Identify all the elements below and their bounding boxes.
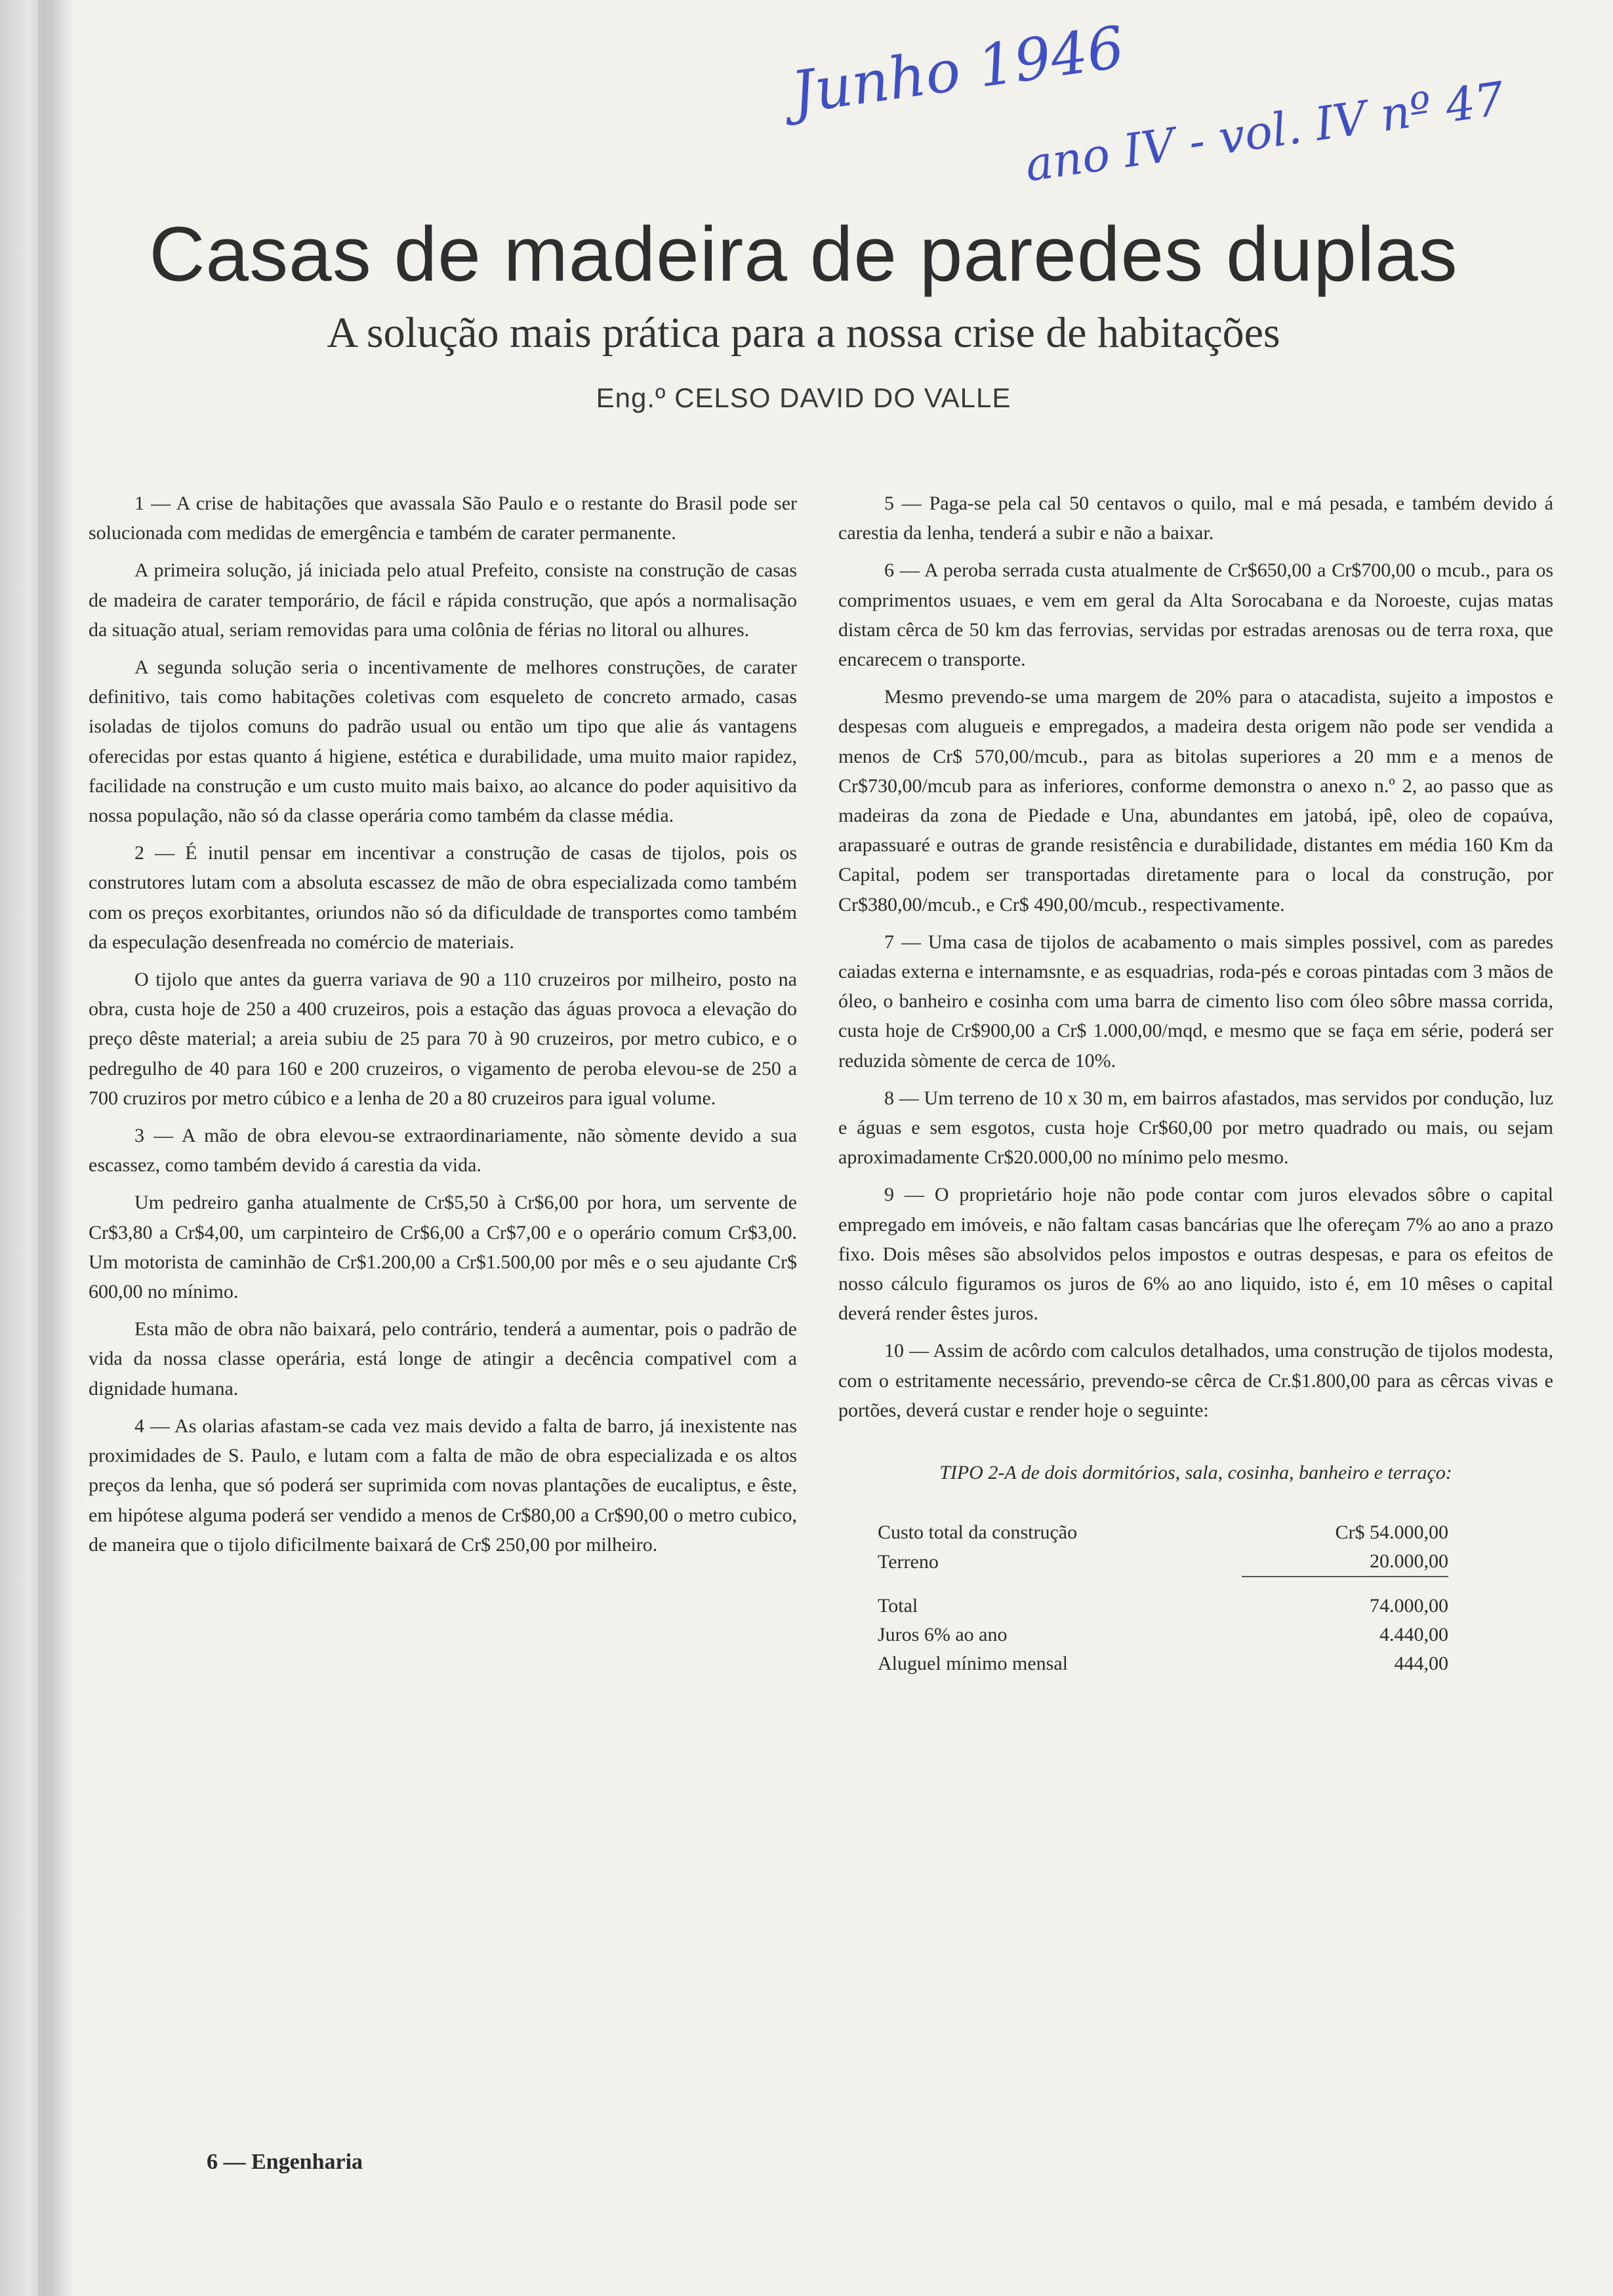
- row-value: 4.440,00: [1379, 1624, 1448, 1646]
- handwritten-date: Junho 1946: [787, 12, 1128, 127]
- table-row: [878, 1649, 1448, 1678]
- row-value: 20.000,00: [1370, 1550, 1448, 1573]
- paragraph: Esta mão de obra não baixará, pelo contrário, tenderá a aumentar, pois o padrão de vida da nossa classe operária, está longe de atingir a decência compativel com a dignidade humana.: [89, 1318, 797, 1400]
- paragraph: 7 — Uma casa de tijolos de acabamento o mais simples possivel, com as paredes caiadas externa e internamsnte, e as esquadrias, roda-pés e coroas pintadas com 3 mãos de óleo, o banheiro e cosinha com uma barra de cimento liso com óleo sôbre massa corrida, custa hoje de Cr$900,00 a Cr$ 1.000,00/mqd, e mesmo que se faça em série, poderá ser reduzida sòmente de cerca de 10%.: [838, 931, 1553, 1072]
- paragraph: 6 — A peroba serrada custa atualmente de Cr$650,00 a Cr$700,00 o mcub., para os comprimentos usuaes, e vem em geral da Alta Sorocabana e da Noroeste, cujas matas distam cêrca de 50 km das ferrovias, servidas por estradas arenosas ou de terra roxa, que encarecem o transporte.: [838, 559, 1553, 671]
- paragraph: 3 — A mão de obra elevou-se extraordinariamente, não sòmente devido a sua escassez, como também devido á carestia da vida.: [89, 1125, 797, 1177]
- paragraph: A segunda solução seria o incentivamente de melhores construções, de carater definitivo, tais como habitações coletivas com esqueleto de concreto armado, casas isoladas de tijolos comuns do padrão usual ou então um tipo que alie ás vantagens oferecidas por estas quanto á higiene, estética e durabilidade, uma muito maior rapidez, facilidade na construção e um custo muito mais baixo, ao alcance do poder aquisitivo da nossa população, não só da classe operária como também da classe média.: [89, 656, 797, 827]
- row-label: Terreno: [878, 1550, 939, 1573]
- article-title: Casas de madeira de paredes duplas: [149, 211, 1458, 298]
- cost-table: [878, 1518, 1448, 1678]
- paragraph: 1 — A crise de habitações que avassala São Paulo e o restante do Brasil pode ser solucionada com medidas de emergência e também de carater permanente.: [89, 493, 797, 544]
- paragraph: 10 — Assim de acôrdo com calculos detalhados, uma construção de tijolos modesta, com o estritamente necessário, prevendo-se cêrca de Cr.$1.800,00 para as cêrcas vivas e portões, deverá custar e render hoje o seguinte:: [838, 1340, 1553, 1421]
- row-label: Aluguel mínimo mensal: [878, 1653, 1068, 1675]
- row-label: Custo total da construção: [878, 1521, 1078, 1544]
- table-row: [878, 1547, 1448, 1577]
- left-column: [89, 489, 797, 1567]
- paragraph: Mesmo prevendo-se uma margem de 20% para o atacadista, sujeito a impostos e despesas com alugueis e empregados, a madeira desta origem não pode ser vendida a menos de Cr$ 570,00/mcub., para as bitolas superiores a 20 mm e a menos de Cr$730,00/mcub para as inferiores, conforme demonstra o anexo n.º 2, ao passo que as madeiras da zona de Piedade e Una, abundantes em jatobá, ipê, oleo de copaúva, arapassuaré e outras de grande resistência e durabilidade, distantes em média 160 Km da Capital, podem ser transportadas diretamente para o local da construção, por Cr$380,00/mcub., e Cr$ 490,00/mcub., respectivamente.: [838, 686, 1553, 916]
- paragraph: A primeira solução, já iniciada pelo atual Prefeito, consiste na construção de casas de madeira de carater temporário, de fácil e rápida construção, que após a normalisação da situação atual, seriam removidas para uma colônia de férias no litoral ou alhures.: [89, 559, 797, 641]
- article-author: Eng.º CELSO DAVID DO VALLE: [596, 382, 1011, 413]
- binding-edge: [0, 0, 72, 2296]
- row-label: Total: [878, 1594, 918, 1617]
- paragraph: 5 — Paga-se pela cal 50 centavos o quilo, mal e má pesada, e também devido á carestia da lenha, tenderá a subir e não a baixar.: [838, 493, 1553, 544]
- paragraph: 9 — O proprietário hoje não pode contar com juros elevados sôbre o capital empregado em imóveis, e não faltam casas bancárias que lhe ofereçam 7% ao ano a prazo fixo. Dois mêses são absolvidos pelos impostos e outras despesas, e para os efeitos de nosso cálculo figuramos os juros de 6% ao ano liquido, isto é, em 10 mêses o capital deverá render êstes juros.: [838, 1184, 1553, 1325]
- paragraph: O tijolo que antes da guerra variava de 90 a 110 cruzeiros por milheiro, posto na obra, custa hoje de 250 a 400 cruzeiros, pois a estação das águas provoca a elevação do preço dêste material; a areia subiu de 25 para 70 à 90 cruzeiros, por metro cubico, e o pedregulho de 40 para 160 e 200 cruzeiros, o vigamento de peroba elevou-se de 250 a 700 cruziros por metro cúbico e a lenha de 20 a 80 cruzeiros para igual volume.: [89, 969, 797, 1109]
- paragraph: 4 — As olarias afastam-se cada vez mais devido a falta de barro, já inexistente nas proximidades de S. Paulo, e lutam com a falta de mão de obra especializada e os altos preços da lenha, que só poderá ser suprimida com novas plantações de eucaliptus, e êste, em hipótese alguma poderá ser vendido a menos de Cr$80,00 a Cr$90,00 o metro cubico, de maneira que o tijolo dificilmente baixará de Cr$ 250,00 por milheiro.: [89, 1415, 797, 1556]
- row-label: Juros 6% ao ano: [878, 1624, 1008, 1646]
- binding-strip: [38, 0, 47, 2296]
- row-value: 74.000,00: [1242, 1577, 1448, 1621]
- document-page: [85, 0, 1594, 2296]
- row-value: 444,00: [1394, 1653, 1448, 1675]
- table-row: [878, 1577, 1448, 1621]
- page-footer: 6 — Engenharia: [207, 2150, 363, 2174]
- paragraph: 2 — É inutil pensar em incentivar a construção de casas de tijolos, pois os construtores lutam com a absoluta escassez de mão de obra especializada como também com os preços exorbitantes, oriundos não só da dificuldade de transportes como também da especulação desenfreada no comércio de materiais.: [89, 842, 797, 953]
- handwritten-volume: ano IV - vol. IV nº 47: [1021, 71, 1508, 192]
- paragraph: 8 — Um terreno de 10 x 30 m, em bairros afastados, mas servidos por condução, luz e águas e sem esgotos, custa hoje Cr$60,00 por metro quadrado ou mais, ou sejam aproximadamente Cr$20.000,00 no mínimo pelo mesmo.: [838, 1087, 1553, 1169]
- table-row: [878, 1518, 1448, 1547]
- table-row: [878, 1621, 1448, 1649]
- table-caption: TIPO 2-A de dois dormitórios, sala, cosinha, banheiro e terraço:: [939, 1462, 1452, 1484]
- row-value: Cr$ 54.000,00: [1335, 1521, 1448, 1544]
- paragraph: Um pedreiro ganha atualmente de Cr$5,50 à Cr$6,00 por hora, um servente de Cr$3,80 a Cr$4,00, um carpinteiro de Cr$6,00 a Cr$7,00 e o operário comum Cr$3,00. Um motorista de caminhão de Cr$1.200,00 a Cr$1.500,00 por mês e o seu ajudante Cr$ 600,00 no mínimo.: [89, 1192, 797, 1303]
- right-column: [838, 489, 1553, 1678]
- article-subtitle: A solução mais prática para a nossa crise de habitações: [327, 309, 1280, 357]
